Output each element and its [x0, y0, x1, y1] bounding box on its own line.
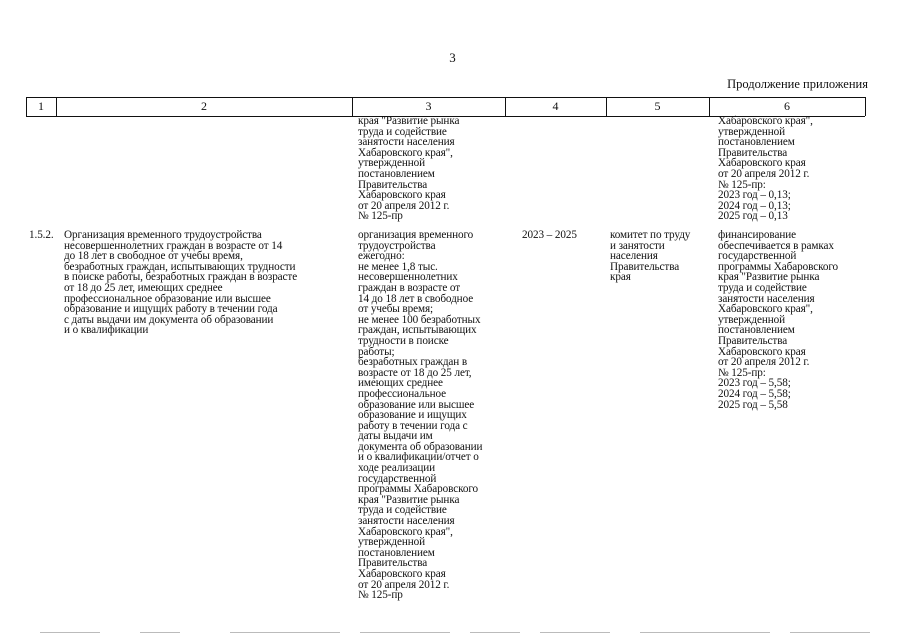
row-executor: комитет по труду и занятости населения Правительства края — [610, 229, 691, 284]
header-cell-2: 2 — [201, 99, 207, 113]
carryover-col6: Хабаровского края", утвержденной постановлением Правительства Хабаровского края от 20 апреля 2012 г. № 125-пр: 2023 год – 0,13; 2024 год – 0,13; 2025 год – 0,13 — [718, 115, 813, 223]
header-cell-6: 6 — [784, 99, 790, 113]
header-cell-3: 3 — [425, 99, 432, 113]
header-cell-4: 4 — [552, 99, 559, 113]
header-cell-5: 5 — [654, 99, 661, 113]
row-measure: Организация временного трудоустройства несовершеннолетних граждан в возрасте от 14 до 18 лет в свободное от учебы время, безработных граждан, испытывающих трудности в поиске работы, безработных граждан в возрасте от 18 до 25 лет, имеющих среднее профессиональное образование или высшее образование и ищущих работу в течении года с даты выдачи им документа об образовании и о квалификации — [64, 229, 298, 337]
col-divider — [865, 97, 866, 116]
row-result: организация временного трудоустройства ежегодно: не менее 1,8 тыс. несовершеннолетних граждан в возрасте от 14 до 18 лет в свободное от учебы время; не менее 100 безработных граждан, испытывающих трудности в поиске работы; безработных граждан в возрасте от 18 до 25 лет, имеющих среднее профессиональное образование или высшее образование и ищущих работу в течении года с даты выдачи им документа об образовании и о квалификации/отчет о ходе реализации государственной программы Хабаровского края "Развитие рынка труда и содействие занятости населения Хабаровского края", утвержденной постановлением Правительства Хабаровского края от 20 апреля 2012 г. № 125-пр — [358, 229, 483, 602]
carryover-col3: края "Развитие рынка труда и содействие занятости населения Хабаровского края", утвержденной постановлением Правительства Хабаровского края от 20 апреля 2012 г. № 125-пр — [358, 115, 460, 223]
continuation-label: Продолжение приложения — [727, 77, 868, 91]
row-number: 1.5.2. — [29, 229, 54, 241]
row-financing: финансирование обеспечивается в рамках государственной программы Хабаровского края "Развитие рынка труда и содействие занятости населения Хабаровского края", утвержденной постановлением Правительства Хабаровского края от 20 апреля 2012 г. № 125-пр: 2023 год – 5,58; 2024 год – 5,58; 2025 год – 5,58 — [718, 229, 839, 411]
header-cell-1: 1 — [38, 99, 44, 113]
row-period: 2023 – 2025 — [522, 229, 577, 241]
page-number: 3 — [449, 50, 456, 65]
scan-artifact — [0, 630, 905, 635]
